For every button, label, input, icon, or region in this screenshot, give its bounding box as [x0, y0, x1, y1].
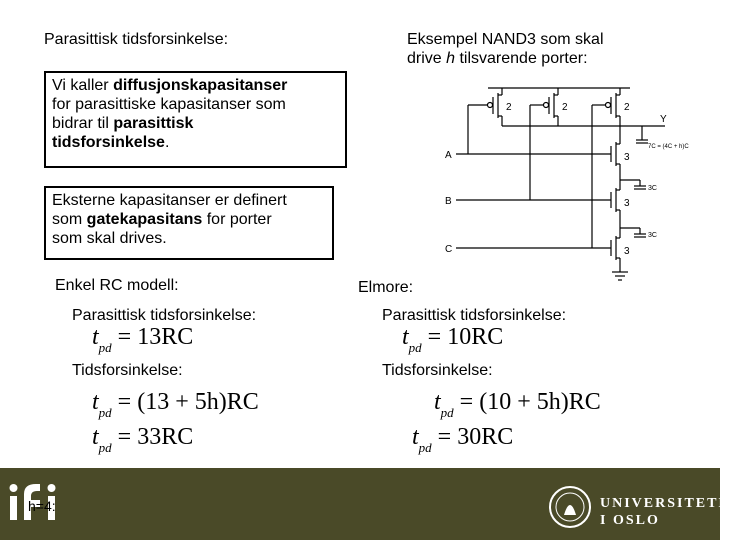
box1-text: bidrar til	[52, 115, 114, 132]
box1-text: .	[164, 134, 170, 151]
pmos-width-label: 2	[562, 102, 568, 113]
output-cap-label: 7C = (4C + h)C	[648, 144, 689, 150]
tpd-subscript: pd	[440, 405, 454, 420]
box2-text: Eksterne kapasitanser er definert	[52, 192, 287, 209]
rc-delay-label: Tidsforsinkelse:	[72, 362, 183, 379]
rc-parasitic-formula	[92, 324, 193, 356]
pmos-width-label: 2	[624, 102, 630, 113]
tpd-symbol: t	[402, 324, 409, 350]
tpd-subscript: pd	[408, 340, 422, 355]
formula-rhs: = 13RC	[117, 324, 194, 350]
box2-text: som	[52, 211, 87, 228]
elmore-heading: Elmore:	[358, 279, 414, 296]
overlay-text: h=4:	[28, 498, 56, 514]
box2-bold-term: gatekapasitans	[86, 211, 203, 228]
footer-bar	[0, 468, 741, 540]
input-label-a: A	[445, 150, 452, 161]
rc-parasitic-label: Parasittisk tidsforsinkelse:	[72, 307, 257, 324]
box1-bold-term: tidsforsinkelse	[52, 134, 165, 151]
elmore-delay-result-formula	[412, 424, 513, 456]
box1-text: for parasittiske kapasitanser som	[52, 96, 286, 113]
rc-delay-result-formula	[92, 424, 193, 456]
nmos-width-label: 3	[624, 246, 630, 257]
tpd-symbol: t	[434, 389, 441, 415]
nmos-width-label: 3	[624, 152, 630, 163]
tpd-symbol: t	[92, 389, 99, 415]
nmos-width-label: 3	[624, 198, 630, 209]
tpd-subscript: pd	[98, 440, 112, 455]
input-label-c: C	[445, 244, 453, 255]
box1-text: Vi kaller	[52, 77, 114, 94]
formula-rhs: = 33RC	[117, 424, 194, 450]
rc-model-heading: Enkel RC modell:	[55, 277, 179, 294]
box1-bold-term: diffusjonskapasitanser	[113, 77, 288, 94]
pmos-width-label: 2	[506, 102, 512, 113]
university-name-line1: UNIVERSITETET	[600, 496, 741, 511]
tpd-subscript: pd	[98, 405, 112, 420]
elmore-delay-label: Tidsforsinkelse:	[382, 362, 493, 379]
left-heading: Parasittisk tidsforsinkelse:	[44, 31, 229, 48]
definition-box-diffusion	[44, 71, 347, 168]
right-heading	[407, 30, 604, 68]
nand3-circuit-diagram	[440, 80, 690, 290]
university-seal-icon	[548, 485, 592, 529]
definition-box-gate	[44, 186, 334, 260]
right-heading-h: h	[446, 50, 456, 67]
tpd-subscript: pd	[98, 340, 112, 355]
box1-bold-term: parasittisk	[113, 115, 194, 132]
tpd-symbol: t	[412, 424, 419, 450]
elmore-delay-formula	[434, 389, 601, 421]
formula-rhs: = (13 + 5h)RC	[117, 389, 259, 415]
right-heading-line2a: drive	[407, 50, 447, 67]
right-heading-line2b: tilsvarende porter:	[455, 50, 588, 67]
tpd-subscript: pd	[418, 440, 432, 455]
output-label-y: Y	[660, 114, 667, 125]
node-cap-label: 3C	[648, 232, 657, 239]
right-heading-line1: Eksempel NAND3 som skal	[407, 31, 604, 48]
formula-rhs: = 30RC	[437, 424, 514, 450]
input-label-b: B	[445, 196, 452, 207]
tpd-symbol: t	[92, 324, 99, 350]
elmore-parasitic-formula	[402, 324, 503, 356]
elmore-parasitic-label: Parasittisk tidsforsinkelse:	[382, 307, 567, 324]
formula-rhs: = (10 + 5h)RC	[459, 389, 601, 415]
node-cap-label: 3C	[648, 185, 657, 192]
box2-text: for porter	[202, 211, 272, 228]
university-name-line2: I OSLO	[600, 513, 660, 528]
rc-delay-formula	[92, 389, 259, 421]
tpd-symbol: t	[92, 424, 99, 450]
box2-text: som skal drives.	[52, 230, 167, 247]
formula-rhs: = 10RC	[427, 324, 504, 350]
